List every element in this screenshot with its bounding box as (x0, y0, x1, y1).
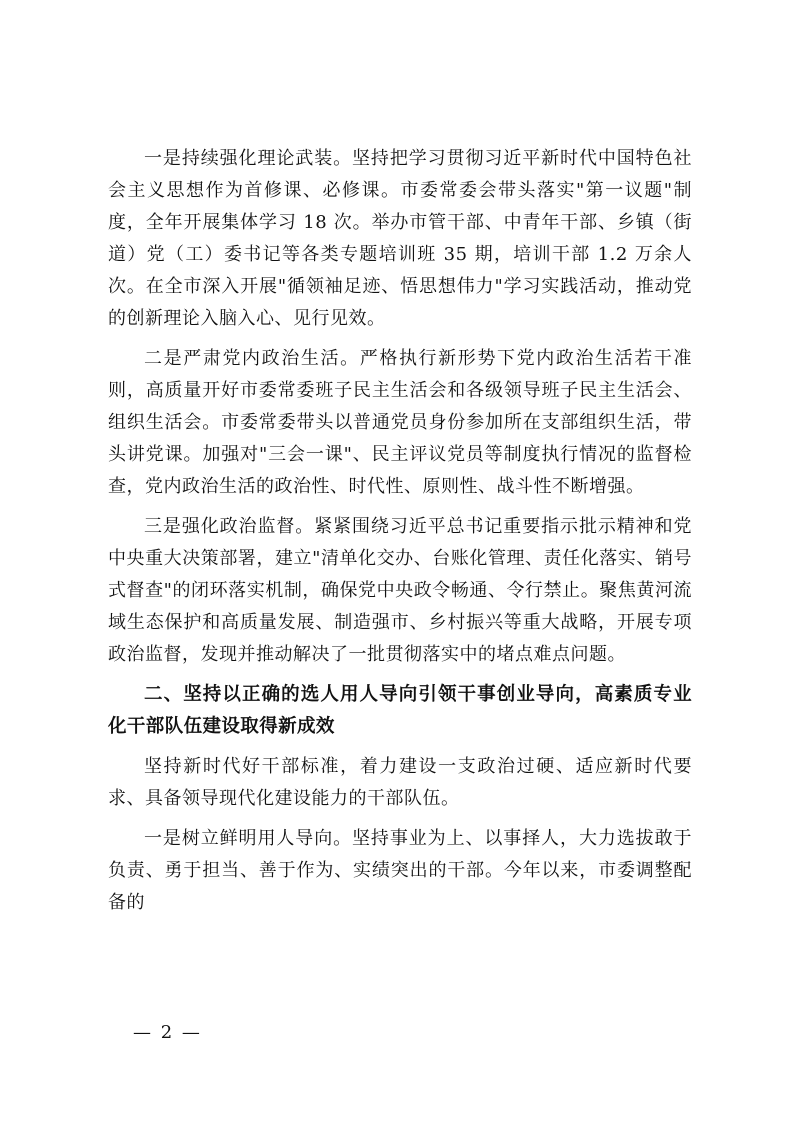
paragraph-employment-orientation: 一是树立鲜明用人导向。坚持事业为上、以事择人，大力选拔敢于负责、勇于担当、善于作为、实绩突出的干部。今年以来，市委调整配备的 (108, 828, 692, 913)
section-heading-cadre-team: 二、坚持以正确的选人用人导向引领干事创业导向，高素质专业化干部队伍建设取得新成效 (108, 684, 692, 737)
document-body (108, 143, 692, 919)
paragraph-theory-study: 一是持续强化理论武装。坚持把学习贯彻习近平新时代中国特色社会主义思想作为首修课、必修课。市委常委会带头落实"第一议题"制度，全年开展集体学习 18 次。举办市管干部、中青年干部、乡镇（街道）党（工）委书记等各类专题培训班 35 期，培训干部 1.2 万余人次。在全市深入开展"循领袖足迹、悟思想伟力"学习实践活动，推动党的创新理论入脑入心、见行见效。 (108, 148, 692, 329)
paragraph-cadre-standard: 坚持新时代好干部标准，着力建设一支政治过硬、适应新时代要求、具备领导现代化建设能力的干部队伍。 (108, 756, 692, 809)
page-number: — 2 — (133, 1022, 202, 1043)
paragraph-political-supervision: 三是强化政治监督。紧紧围绕习近平总书记重要指示批示精神和党中央重大决策部署，建立"清单化交办、台账化管理、责任化落实、销号式督查"的闭环落实机制，确保党中央政令畅通、令行禁止。聚焦黄河流域生态保护和高质量发展、制造强市、乡村振兴等重大战略，开展专项政治监督，发现并推动解决了一批贯彻落实中的堵点难点问题。 (108, 516, 692, 665)
paragraph-party-political-life: 二是严肃党内政治生活。严格执行新形势下党内政治生活若干准则，高质量开好市委常委班子民主生活会和各级领导班子民主生活会、组织生活会。市委常委带头以普通党员身份参加所在支部组织生活，带头讲党课。加强对"三会一课"、民主评议党员等制度执行情况的监督检查，党内政治生活的政治性、时代性、原则性、战斗性不断增强。 (108, 348, 692, 497)
